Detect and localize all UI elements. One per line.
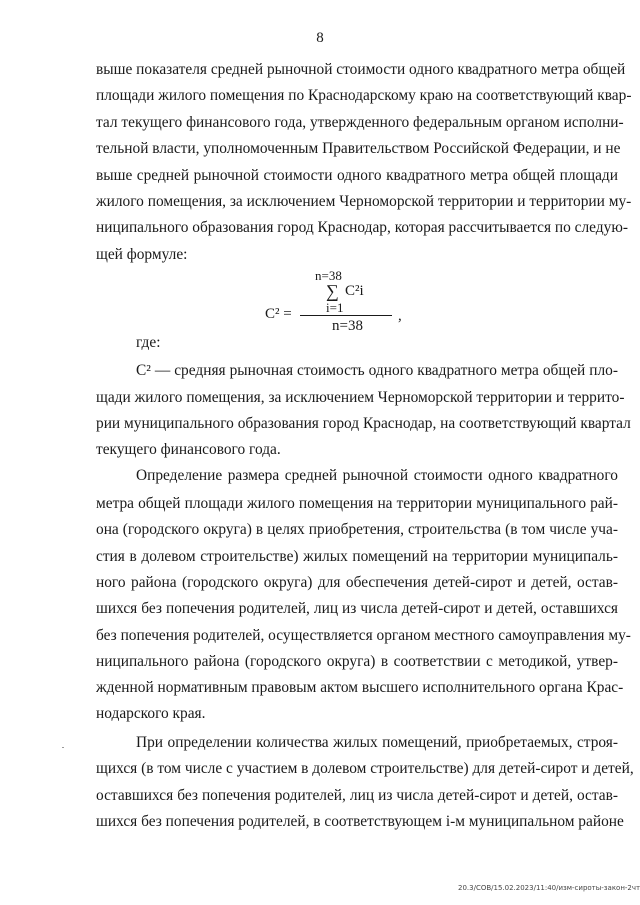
text-line: C² — средняя рыночная стоимость одного квадратного метра общей пло- bbox=[136, 362, 618, 379]
average-price-formula bbox=[260, 268, 420, 338]
text-line: тал текущего финансового года, утвержденного федеральным органом исполни- bbox=[96, 114, 624, 131]
fraction-bar bbox=[300, 315, 392, 316]
text-line: она (городского округа) в целях приобретения, строительства (в том числе уча- bbox=[96, 521, 618, 538]
formula-summand: C²i bbox=[345, 283, 364, 299]
page-number: 8 bbox=[316, 30, 324, 46]
text-line: ниципального образования город Краснодар, которая рассчитывается по следую- bbox=[96, 219, 628, 236]
text-line: щей формуле: bbox=[96, 246, 188, 263]
text-line: оставшихся без попечения родителей, лиц из числа детей-сирот и детей, остав- bbox=[96, 787, 618, 804]
text-line: ного района (городского округа) для обеспечения детей-сирот и детей, остав- bbox=[96, 574, 618, 591]
text-line: стия в долевом строительстве) жилых помещений на территории муниципаль- bbox=[96, 548, 618, 565]
formula-upper-limit: n=38 bbox=[315, 268, 342, 283]
formula-sigma: ∑ bbox=[326, 281, 339, 301]
text-line: жденной нормативным правовым актом высшего исполнительного органа Крас- bbox=[96, 679, 624, 696]
text-line: Определение размера средней рыночной стоимости одного квадратного bbox=[136, 467, 618, 484]
text-line: метра общей площади жилого помещения на территории муниципального рай- bbox=[96, 495, 618, 512]
formula-denominator: n=38 bbox=[332, 318, 363, 334]
where-label: где: bbox=[136, 334, 161, 351]
text-line: выше показателя средней рыночной стоимости одного квадратного метра общей bbox=[96, 61, 626, 78]
formula-lower-limit: i=1 bbox=[326, 300, 344, 315]
text-line: без попечения родителей, осуществляется органом местного самоуправления му- bbox=[96, 627, 631, 644]
formula-trailing-comma: , bbox=[398, 308, 402, 324]
text-line: рии муниципального образования город Краснодар, на соответствующий квартал bbox=[96, 415, 631, 432]
text-line: жилого помещения, за исключением Черноморской территории и территории му- bbox=[96, 193, 632, 210]
text-line: шихся без попечения родителей, в соответствующем i-м муниципальном районе bbox=[96, 813, 624, 830]
document-footer-code: 20.3/СОВ/15.02.2023/11:40/изм-сироты-закон-2чт bbox=[458, 884, 640, 892]
formula-lhs: C² = bbox=[265, 306, 292, 322]
text-line: При определении количества жилых помещений, приобретаемых, строя- bbox=[136, 734, 618, 751]
text-line: щади жилого помещения, за исключением Черноморской территории и террито- bbox=[96, 389, 625, 406]
text-line: выше средней рыночной стоимости одного квадратного метра общей площади bbox=[96, 167, 618, 184]
text-line: тельной власти, уполномоченным Правительством Российской Федерации, и не bbox=[96, 140, 621, 157]
text-line: шихся без попечения родителей, лиц из числа детей-сирот и детей, оставшихся bbox=[96, 600, 618, 617]
scan-mark bbox=[62, 747, 64, 748]
text-line: площади жилого помещения по Краснодарскому краю на соответствующий квар- bbox=[96, 87, 632, 104]
text-line: щихся (в том числе с участием в долевом строительстве) для детей-сирот и детей, bbox=[96, 760, 634, 777]
text-line: текущего финансового года. bbox=[96, 441, 281, 458]
text-line: нодарского края. bbox=[96, 705, 206, 722]
text-line: ниципального района (городского округа) в соответствии с методикой, утвер- bbox=[96, 653, 618, 670]
